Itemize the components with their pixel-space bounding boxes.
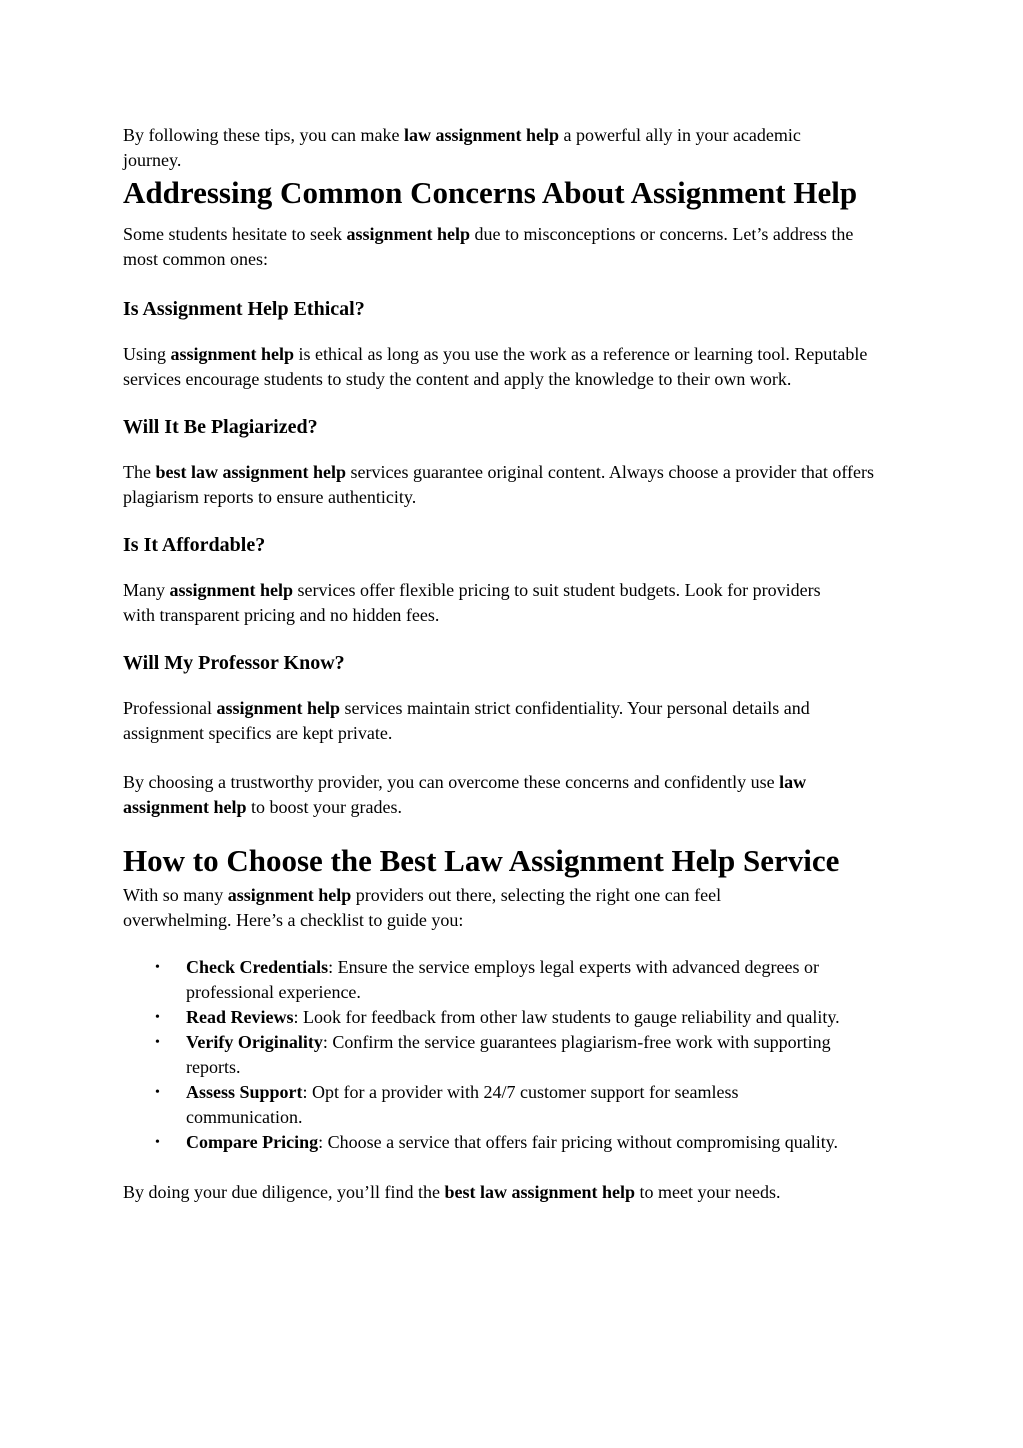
- bullet-icon: •: [155, 1010, 160, 1025]
- concerns-intro: Some students hesitate to seek assignment help due to misconceptions or concerns. Let’s address the most common ones:: [123, 224, 854, 269]
- bullet-icon: •: [155, 1035, 160, 1050]
- checklist: [123, 955, 903, 1155]
- choose-heading: How to Choose the Best Law Assignment Help Service: [123, 843, 840, 878]
- question-plagiarized-answer: The best law assignment help services guarantee original content. Always choose a provider that offers plagiarism reports to ensure authenticity.: [123, 462, 875, 507]
- choose-intro: With so many assignment help providers out there, selecting the right one can feel overwhelming. Here’s a checklist to guide you:: [123, 885, 722, 930]
- intro-paragraph: By following these tips, you can make law assignment help a powerful ally in your academic journey.: [123, 125, 801, 170]
- checklist-item-pricing: • Compare Pricing: Choose a service that offers fair pricing without compromising quality.: [123, 1130, 903, 1155]
- concerns-heading: Addressing Common Concerns About Assignment Help: [123, 175, 858, 210]
- choose-closing: By doing your due diligence, you’ll find the best law assignment help to meet your needs.: [123, 1182, 781, 1202]
- question-affordable-answer: Many assignment help services offer flexible pricing to suit student budgets. Look for providers with transparent pricing and no hidden fees.: [123, 580, 821, 625]
- checklist-item-credentials: • Check Credentials: Ensure the service employs legal experts with advanced degrees or professional experience.: [155, 957, 819, 1002]
- question-ethical-title: Is Assignment Help Ethical?: [123, 298, 365, 320]
- question-ethical-answer: Using assignment help is ethical as long as you use the work as a reference or learning tool. Reputable services encourage students to study the content and apply the knowledge to their own work.: [123, 344, 868, 389]
- question-professor-title: Will My Professor Know?: [123, 652, 345, 674]
- bullet-icon: •: [155, 1135, 160, 1150]
- question-plagiarized-title: Will It Be Plagiarized?: [123, 416, 318, 438]
- bullet-icon: •: [155, 1085, 160, 1100]
- question-affordable-title: Is It Affordable?: [123, 534, 266, 556]
- bullet-icon: •: [155, 960, 160, 975]
- checklist-item-originality: • Verify Originality: Confirm the service guarantees plagiarism-free work with supporting reports.: [155, 1032, 831, 1077]
- checklist-item-reviews: • Read Reviews: Look for feedback from other law students to gauge reliability and quality.: [123, 1005, 903, 1030]
- checklist-item-support: • Assess Support: Opt for a provider with 24/7 customer support for seamless communication.: [155, 1082, 739, 1127]
- question-professor-answer: Professional assignment help services maintain strict confidentiality. Your personal details and assignment specifics are kept private.: [123, 698, 810, 743]
- document-page: [123, 123, 903, 1205]
- concerns-closing: By choosing a trustworthy provider, you can overcome these concerns and confidently use law assignment help to boost your grades.: [123, 772, 807, 817]
